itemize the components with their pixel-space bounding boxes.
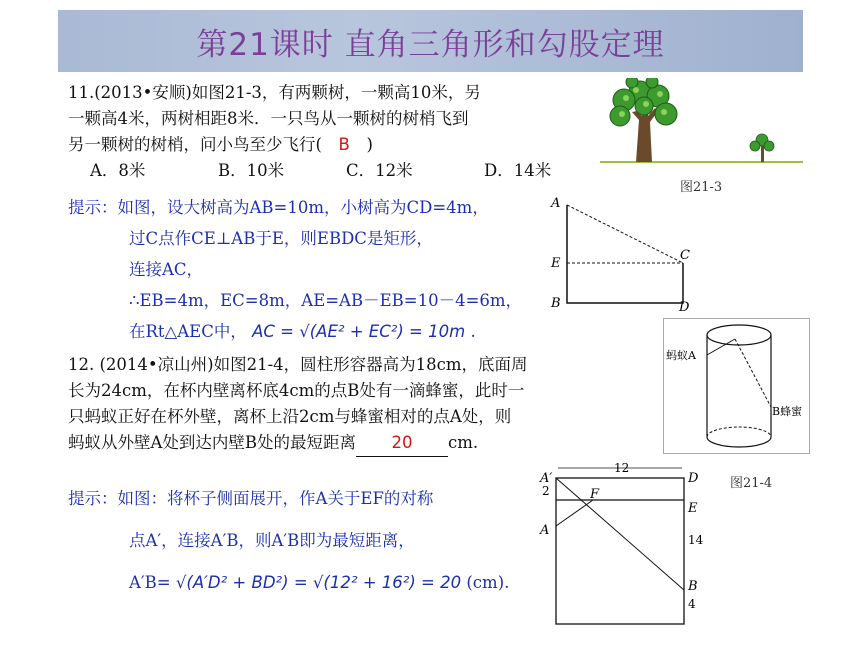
tree-scene (600, 78, 803, 164)
q11-line2: 一颗高4米，两树相距8米．一只鸟从一颗树的树梢飞到 (68, 109, 469, 128)
question-11 (68, 80, 598, 184)
q11-option-b: B．10米 (218, 161, 285, 180)
q12-answer: 20 (356, 430, 448, 457)
q12-line1: 12. (2014•凉山州)如图21-4，圆柱形容器高为18cm，底面周 (68, 355, 528, 374)
unfold-dim-4: 4 (688, 597, 696, 611)
q12-line4-end: cm. (448, 433, 479, 452)
unfold-label-a-prime: A′ (540, 471, 553, 486)
unfold-label-a: A (540, 523, 550, 538)
cyl-label-b: B蜂蜜 (772, 405, 803, 418)
unfold-label-b: B (688, 579, 698, 594)
hint11-line5-end: . (470, 322, 476, 341)
q11-option-c: C．12米 (346, 161, 413, 180)
hint-12 (68, 478, 568, 604)
hint11-line3: 连接AC， (129, 260, 204, 279)
page-title: 第21课时 直角三角形和勾股定理 (196, 27, 665, 63)
fig-unfolded-svg (538, 460, 718, 625)
unfold-dim-2: 2 (542, 484, 550, 498)
q12-line4-text: 蚂蚁从外壁A处到达内壁B处的最短距离 (68, 433, 357, 452)
label-d: D (679, 300, 690, 315)
q11-option-a: A．8米 (90, 161, 146, 180)
hint12-line3-end: (cm). (466, 573, 510, 592)
hint12-line3 (68, 562, 568, 604)
fig21-3-caption: 图21-3 (680, 180, 723, 195)
q12-line4 (68, 430, 653, 457)
fig-trees-geometry (545, 195, 705, 315)
cyl-label-a: 蚂蚁A (666, 349, 696, 362)
unfold-label-f: F (590, 487, 600, 502)
fig-cylinder-svg (664, 319, 809, 453)
hint12-line2: 点A′，连接A′B，则A′B即为最短距离， (129, 531, 415, 550)
q11-line3 (68, 132, 598, 158)
label-c: C (680, 248, 690, 263)
hint12-line1: 提示：如图：将杯子侧面展开，作A关于EF的对称 (68, 489, 434, 508)
unfold-label-e: E (688, 501, 698, 516)
q11-options (68, 158, 598, 184)
label-e: E (551, 256, 561, 271)
fig-cylinder (663, 318, 810, 454)
q11-answer: B (338, 135, 350, 154)
unfold-dim-14: 14 (688, 533, 704, 547)
hint12-formula: √(A′D² + BD²) = √(12² + 16²) = 20 (175, 573, 462, 592)
hint12-line3-text: A′B= (129, 573, 171, 592)
q12-line3: 只蚂蚁正好在杯外壁，离杯上沿2cm与蜂蜜相对的点A处，则 (68, 407, 512, 426)
unfold-dim-12: 12 (614, 461, 630, 475)
title-banner (58, 10, 803, 72)
hint11-formula: AC = √(AE² + EC²) = 10m (252, 322, 466, 341)
hint11-line4: ∴EB=4m，EC=8m，AE=AB－EB=10－4=6m， (129, 291, 523, 310)
label-b: B (551, 296, 561, 311)
fig-unfolded (538, 460, 718, 625)
q11-line3-end: ) (366, 135, 373, 154)
hint11-line5-text: 在Rt△AEC中， (129, 322, 247, 341)
hint11-line1: 提示：如图，设大树高为AB=10m，小树高为CD=4m， (68, 198, 489, 217)
hint11-line2: 过C点作CE⊥AB于E，则EBDC是矩形， (129, 229, 433, 248)
label-a: A (551, 196, 561, 211)
tree-illustration (600, 78, 803, 164)
hint-11 (68, 192, 561, 347)
hint11-line5 (68, 316, 558, 347)
q12-line2: 长为24cm，在杯内壁离杯底4cm的点B处有一滴蜂蜜，此时一 (68, 381, 525, 400)
fig-trees-svg (545, 195, 705, 315)
q11-line3-text: 另一颗树的树梢，问小鸟至少飞行( (68, 135, 322, 154)
fig21-4-caption: 图21-4 (730, 476, 773, 491)
question-12 (68, 352, 653, 457)
q11-line1: 11.(2013•安顺)如图21-3，有两颗树，一颗高10米，另 (68, 83, 481, 102)
q11-option-d: D．14米 (484, 161, 552, 180)
unfold-label-d: D (688, 471, 699, 486)
